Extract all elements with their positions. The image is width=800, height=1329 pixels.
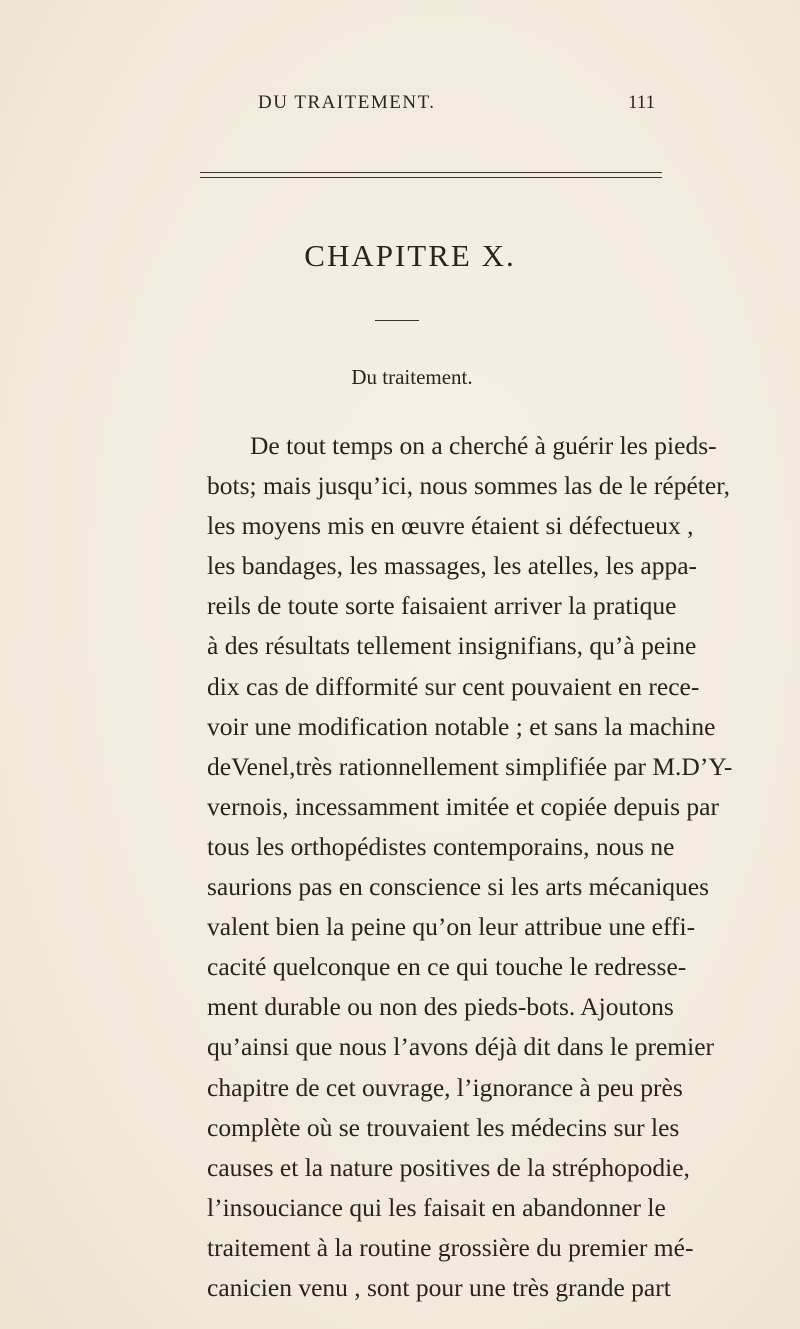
section-title: Du traitement.	[351, 365, 473, 389]
chapter-divider-rule	[375, 320, 419, 321]
text-line: De tout temps on a cherché à guérir les pieds-	[250, 431, 717, 460]
text-line: l’insouciance qui les faisait en abandonner le	[207, 1192, 666, 1222]
text-line: deVenel,très rationnellement simplifiée par M.D’Y-	[207, 751, 733, 781]
text-line: bots; mais jusqu’ici, nous sommes las de le répéter,	[207, 471, 731, 501]
text-line: cacité quelconque en ce qui touche le redresse-	[207, 952, 687, 982]
page-number: 111	[628, 92, 656, 113]
text-line: valent bien la peine qu’on leur attribue une effi-	[207, 912, 696, 942]
text-line: voir une modification notable ; et sans la machine	[207, 711, 716, 741]
text-line: ment durable ou non des pieds-bots. Ajoutons	[207, 992, 674, 1022]
text-line: reils de toute sorte faisaient arriver la pratique	[207, 591, 677, 621]
text-line: causes et la nature positives de la stréphopodie,	[207, 1152, 690, 1182]
text-line: les bandages, les massages, les atelles, les appa-	[207, 551, 698, 581]
header-double-rule	[200, 172, 662, 178]
text-line: vernois, incessamment imitée et copiée depuis par	[207, 791, 719, 821]
text-line: canicien venu , sont pour une très grande part	[207, 1272, 671, 1302]
chapter-title: CHAPITRE X.	[304, 238, 516, 273]
text-line: saurions pas en conscience si les arts mécaniques	[207, 872, 710, 902]
text-line: dix cas de difformité sur cent pouvaient en rece-	[207, 671, 700, 701]
text-line: tous les orthopédistes contemporains, nous ne	[207, 831, 675, 861]
text-line: chapitre de cet ouvrage, l’ignorance à peu près	[207, 1072, 683, 1102]
running-title: DU TRAITEMENT.	[258, 92, 436, 113]
body-paragraph	[207, 426, 733, 1308]
text-line: à des résultats tellement insignifians, qu’à peine	[207, 631, 697, 661]
text-line: complète où se trouvaient les médecins sur les	[207, 1112, 680, 1142]
text-line: qu’ainsi que nous l’avons déjà dit dans le premier	[207, 1032, 715, 1062]
running-head	[0, 92, 800, 122]
text-line: les moyens mis en œuvre étaient si défectueux ,	[207, 511, 694, 541]
text-line: traitement à la routine grossière du premier mé-	[207, 1232, 694, 1262]
